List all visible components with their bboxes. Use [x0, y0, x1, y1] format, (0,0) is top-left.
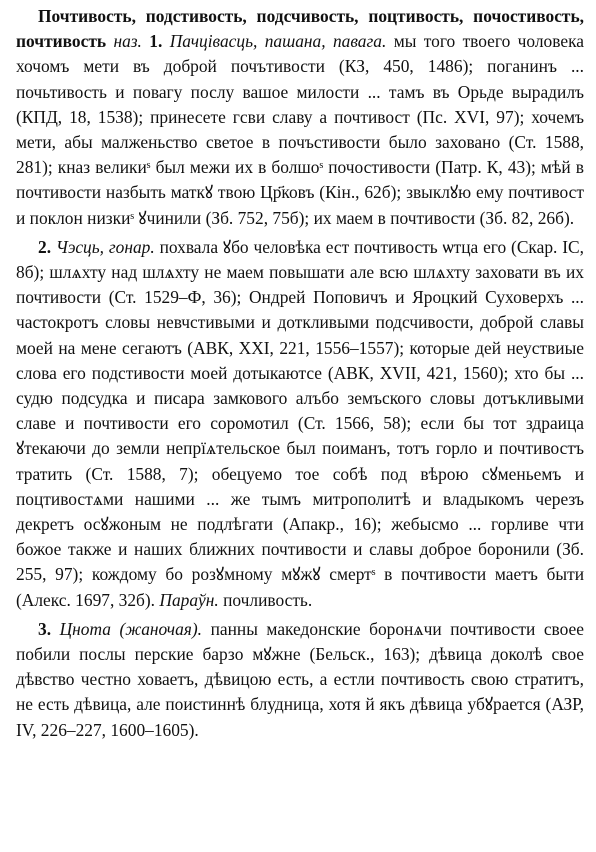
sense-number: 3.: [38, 618, 52, 639]
sense-citations: похвала ꙋбо человѣка ест почтивость ѡтца его (Скар. ІС, 8б); шлѧхту над шлѧхту не маем повышати але всю шлѧхту заховати въ их почтивости (Ст. 1529–Ф, 36); Ондрей Поповичъ и Яроцкий Суховерхъ ... частокротъ словы невчстивыми и доткливыми подсчивости, доброй славы моей на мене сегаютъ (АВК, XXI, 221, 1556–1557); которые дей неуствиые слова его подстивости моей дотыкаютсе (АВК, XVII, 421, 1560); хто бы ... судю подсудка и писара замкового алъбо земъского словы дотъкливыми славе и почтивости его соромотил (Ст. 1566, 58); если бы тот здраица ꙋтекаючи до земли непрїѧтельское был поиманъ, тотъ горло и почтивостъ тратить (Ст. 1588, 7); обецуемо тое собѣ под вѣрою сꙋменьемъ и поцтивостѧми нашими ... же тымъ митрополитѣ и владыкомъ черезъ декретъ осꙋжоным не подлѣгати (Апакр., 16); жебысмо ... горливе чти божое также и наших ближних почтивости и славы доброе боронили (Зб. 255, 97); кождому бо розꙋмному мꙋжꙋ смертˢ в почтивости маетъ быти (Алекс. 1697, 32б).: [16, 236, 584, 610]
sense-number: 1.: [149, 31, 163, 52]
sense-gloss: Пачцівасць, пашана, павага.: [169, 31, 387, 52]
sense-gloss: Цнота (жаночая).: [59, 618, 203, 639]
entry-sense-3: [16, 617, 584, 743]
sense-number: 2.: [38, 236, 52, 257]
cross-reference-target: почливость.: [223, 589, 313, 610]
entry-sense-2: [16, 235, 584, 613]
cross-reference-label: Параўн.: [159, 589, 219, 610]
entry-sense-1: [16, 4, 584, 231]
sense-gloss: Чэсць, гонар.: [55, 236, 155, 257]
sense-citations: панны македонские боронѧчи почтивости своее побили послы перские барзо мꙋжне (Бельск., 163); дѣвица доколѣ свое дѣвство честно ховаетъ, дѣвицою есть, а естли почтивость свою стратитъ, не есть дѣвица, але поистиннѣ блудница, хотя й якъ дѣвица убꙋрается (АЗР, IV, 226–227, 1600–1605).: [16, 618, 584, 740]
sense-citations: мы того твоего чоловека хочомъ мети въ доброй почътивости (КЗ, 450, 1486); поганинъ ... почьтивость и повагу послу вашое милости ... тамъ въ Орьде вырадилъ (КПД, 18, 1538); принесете гсви славу а почтивост (Пс. XVI, 97); хочемъ мети, абы малженьство светое в почъстивости было заховано (Ст. 1588, 281); кназ великиˢ был межи их в болшоˢ почостивости (Патр. К, 43); мѣй в почтивости назбыть маткꙋ твою Цр҃ковъ (Кін., 62б); звыклꙋю ему почтивост и поклон низкиˢ ꙋчинили (Зб. 752, 75б); их маем в почтивости (Зб. 82, 26б).: [16, 31, 584, 228]
entry-grammar: наз.: [113, 31, 142, 52]
entry-headword: Почтивость, подстивость, подсчивость, поцтивость, почостивость, почтивость: [16, 6, 584, 52]
